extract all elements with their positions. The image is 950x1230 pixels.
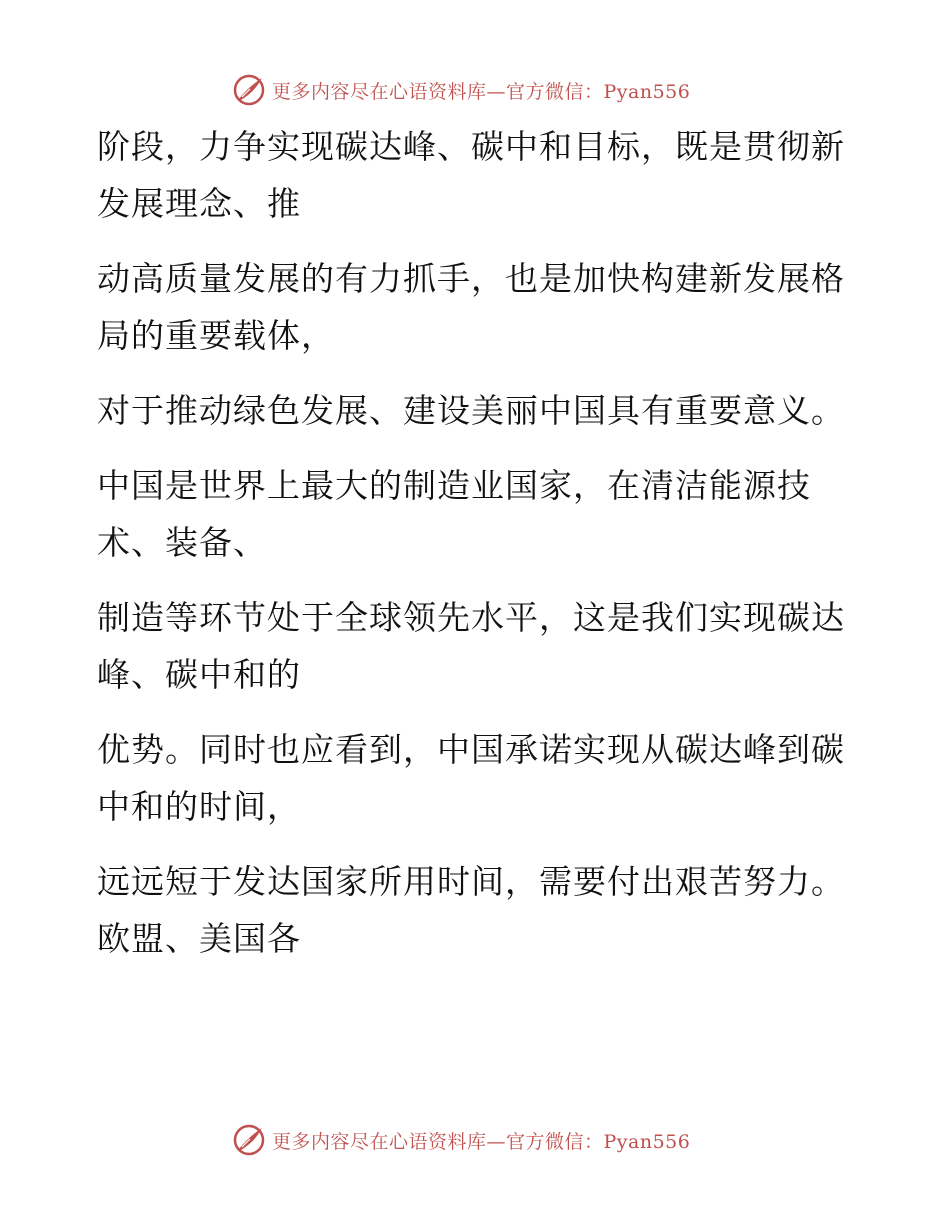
paragraph: 优势。同时也应看到，中国承诺实现从碳达峰到碳中和的时间， [97, 730, 845, 826]
paragraph: 远远短于发达国家所用时间，需要付出艰苦努力。欧盟、美国各 [97, 862, 845, 958]
footer-banner-text: 更多内容尽在心语资料库—官方微信：Pyan556 [272, 1130, 691, 1153]
quill-pen-logo-icon [232, 73, 266, 107]
paragraph: 中国是世界上最大的制造业国家，在清洁能源技术、装备、 [97, 466, 811, 562]
footer-banner [232, 1120, 690, 1160]
paragraph: 阶段，力争实现碳达峰、碳中和目标，既是贯彻新发展理念、推 [97, 127, 845, 223]
document-body [97, 118, 857, 985]
paragraph: 对于推动绿色发展、建设美丽中国具有重要意义。 [97, 391, 845, 430]
header-banner [232, 70, 690, 110]
paragraph: 动高质量发展的有力抓手，也是加快构建新发展格局的重要载体， [97, 259, 845, 355]
paragraph: 制造等环节处于全球领先水平，这是我们实现碳达峰、碳中和的 [97, 598, 845, 694]
quill-pen-logo-icon [232, 1123, 266, 1157]
header-banner-text: 更多内容尽在心语资料库—官方微信：Pyan556 [272, 80, 691, 103]
